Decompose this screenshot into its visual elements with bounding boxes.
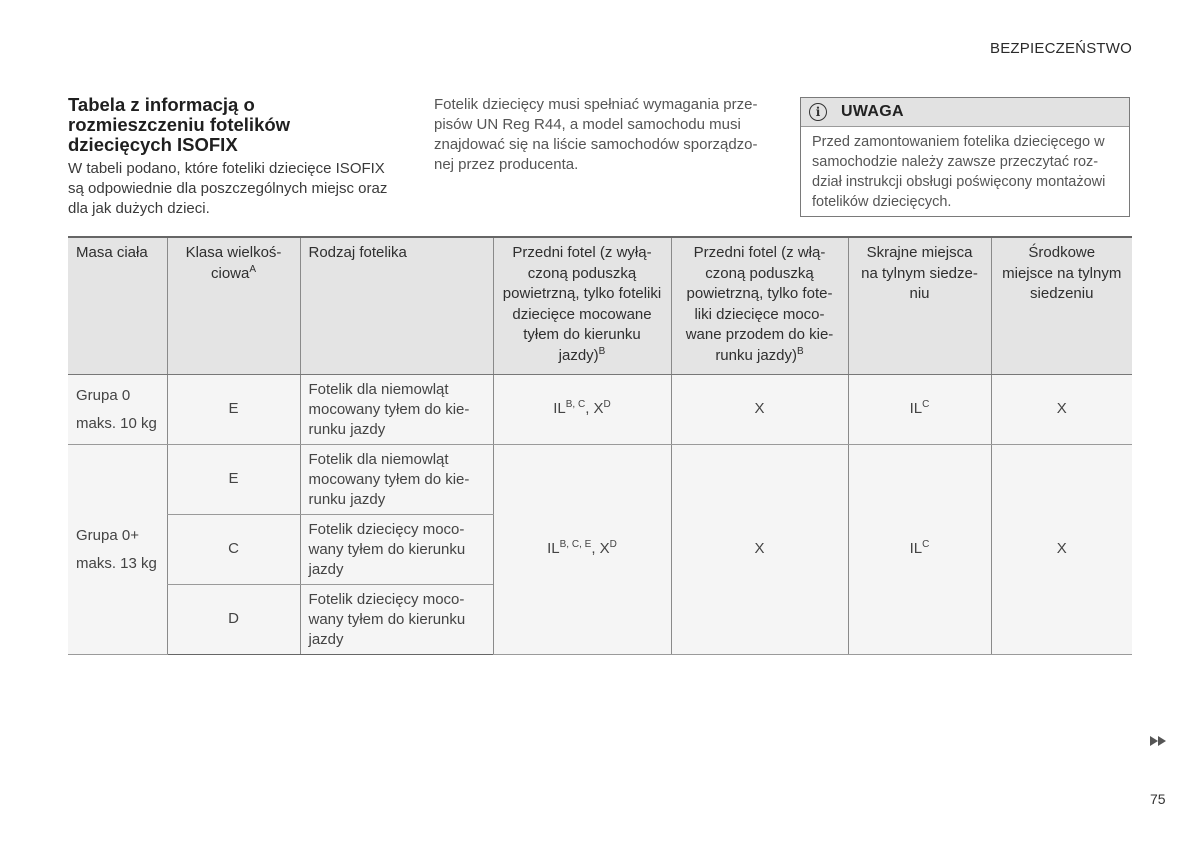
title-line: Tabela z informacją o xyxy=(68,94,255,115)
cell-line: runku jazdy xyxy=(308,420,386,438)
cell-front-rear-facing xyxy=(493,445,671,655)
cell-line: maks. 10 kg xyxy=(76,414,157,432)
footnote-mark: C xyxy=(922,399,930,411)
cell-line: Fotelik dla niemowląt xyxy=(308,380,449,398)
header-line: Przedni fotel (z włą- xyxy=(693,244,826,261)
text-line: dla jak dużych dzieci. xyxy=(68,200,210,217)
text-line: Fotelik dziecięcy musi spełniać wymagania prze- xyxy=(434,96,758,113)
footnote-mark: B, C xyxy=(565,399,586,411)
cell-line: maks. 13 kg xyxy=(76,554,157,572)
text-line: nej przez producenta. xyxy=(434,156,579,173)
cell-mass xyxy=(68,445,167,655)
header-line: jazdy) xyxy=(558,346,599,364)
intro-text xyxy=(68,159,408,219)
cell-value: IL xyxy=(909,400,923,418)
header-line: czoną poduszką xyxy=(705,264,814,282)
double-arrow-right-icon xyxy=(1150,736,1166,746)
header-line: powietrzną, tylko fote- xyxy=(686,285,833,302)
cell-value: IL xyxy=(553,400,566,418)
table-row-group-0 xyxy=(68,375,1132,445)
cell-seat-type xyxy=(300,445,493,515)
footnote-mark: D xyxy=(603,399,611,411)
cell-value: IL xyxy=(909,540,923,558)
cell-value: , X xyxy=(591,540,610,558)
requirements-text xyxy=(434,95,764,175)
cell-line: jazdy xyxy=(308,630,344,648)
header-line: miejsce na tylnym xyxy=(1002,264,1122,282)
intro-column xyxy=(68,95,408,219)
header-line: ciowa xyxy=(210,264,250,282)
cell-line: jazdy xyxy=(308,560,344,578)
header-front-rear-facing xyxy=(493,237,671,375)
header-front-forward-facing xyxy=(671,237,848,375)
header-line: liki dziecięce moco- xyxy=(694,305,825,323)
cell-size-class: C xyxy=(167,515,300,585)
footnote-mark: B xyxy=(797,345,804,357)
footnote-mark: D xyxy=(609,539,617,551)
cell-value: , X xyxy=(585,400,604,418)
header-line: niu xyxy=(909,285,930,302)
cell-seat-type xyxy=(300,515,493,585)
table-header-row xyxy=(68,237,1132,375)
info-icon: i xyxy=(809,103,827,121)
cell-line: wany tyłem do kierunku xyxy=(308,610,466,628)
arrow-right-icon xyxy=(1150,736,1158,746)
header-line: runku jazdy) xyxy=(715,346,798,364)
note-title: UWAGA xyxy=(841,103,904,120)
footnote-mark: B, C, E xyxy=(559,539,592,551)
cell-size-class: E xyxy=(167,375,300,445)
header-line: powietrzną, tylko foteliki xyxy=(502,285,662,302)
note-header xyxy=(801,98,1129,127)
isofix-table xyxy=(68,236,1132,655)
cell-seat-type xyxy=(300,585,493,655)
text-line: pisów UN Reg R44, a model samochodu musi xyxy=(434,116,741,133)
header-line: tyłem do kierunku xyxy=(523,326,641,343)
header-line: na tylnym siedze- xyxy=(861,264,978,282)
cell-rear-center: X xyxy=(991,375,1132,445)
header-seat-type: Rodzaj fotelika xyxy=(300,237,493,375)
section-header: BEZPIECZEŃSTWO xyxy=(990,40,1132,57)
text-line: Przed zamontowaniem fotelika dziecięcego w xyxy=(812,134,1105,150)
header-mass: Masa ciała xyxy=(68,237,167,375)
cell-line: mocowany tyłem do kie- xyxy=(308,470,470,488)
cell-line: Grupa 0+ xyxy=(76,526,139,544)
footnote-mark: B xyxy=(598,345,606,357)
header-line: dziecięce mocowane xyxy=(512,305,652,323)
text-line: znajdować się na liście samochodów sporządzo- xyxy=(434,136,758,153)
note-body xyxy=(801,127,1129,212)
header-line: siedzeniu xyxy=(1030,285,1094,302)
cell-front-forward-facing: X xyxy=(671,375,848,445)
footnote-mark: C xyxy=(922,539,930,551)
page-title xyxy=(68,95,408,155)
header-line: Klasa wielkoś- xyxy=(185,244,282,261)
cell-value: IL xyxy=(547,540,560,558)
cell-rear-outer xyxy=(848,375,991,445)
table-row-group-0plus xyxy=(68,445,1132,515)
header-line: wane przodem do kie- xyxy=(685,326,834,343)
cell-front-forward-facing: X xyxy=(671,445,848,655)
header-rear-center xyxy=(991,237,1132,375)
header-line: Skrajne miejsca xyxy=(866,244,973,261)
cell-line: runku jazdy xyxy=(308,490,386,508)
cell-size-class: E xyxy=(167,445,300,515)
text-line: są odpowiednie dla poszczególnych miejsc oraz xyxy=(68,180,388,197)
text-line: dział instrukcji obsługi poświęcony montażowi xyxy=(812,174,1106,190)
cell-rear-outer xyxy=(848,445,991,655)
cell-seat-type xyxy=(300,375,493,445)
text-line: samochodzie należy zawsze przeczytać roz- xyxy=(812,154,1099,170)
title-line: rozmieszczeniu fotelików xyxy=(68,114,291,135)
requirements-column xyxy=(434,95,764,175)
cell-line: mocowany tyłem do kie- xyxy=(308,400,470,418)
cell-line: wany tyłem do kierunku xyxy=(308,540,466,558)
cell-line: Fotelik dziecięcy moco- xyxy=(308,590,465,608)
arrow-right-icon xyxy=(1158,736,1166,746)
header-line: Środkowe xyxy=(1028,244,1096,261)
cell-line: Grupa 0 xyxy=(76,386,131,404)
page-number: 75 xyxy=(1150,791,1166,807)
cell-size-class: D xyxy=(167,585,300,655)
cell-line: Fotelik dla niemowląt xyxy=(308,450,449,468)
header-size-class xyxy=(167,237,300,375)
cell-rear-center: X xyxy=(991,445,1132,655)
text-line: fotelików dziecięcych. xyxy=(812,194,952,210)
cell-line: Fotelik dziecięcy moco- xyxy=(308,520,465,538)
header-line: czoną poduszką xyxy=(527,264,637,282)
footnote-mark: A xyxy=(249,263,257,275)
header-line: Przedni fotel (z wyłą- xyxy=(512,244,652,261)
cell-front-rear-facing xyxy=(493,375,671,445)
warning-note xyxy=(800,97,1130,217)
header-rear-outer xyxy=(848,237,991,375)
title-line: dziecięcych ISOFIX xyxy=(68,134,238,155)
cell-mass xyxy=(68,375,167,445)
text-line: W tabeli podano, które foteliki dziecięce ISOFIX xyxy=(68,160,385,177)
